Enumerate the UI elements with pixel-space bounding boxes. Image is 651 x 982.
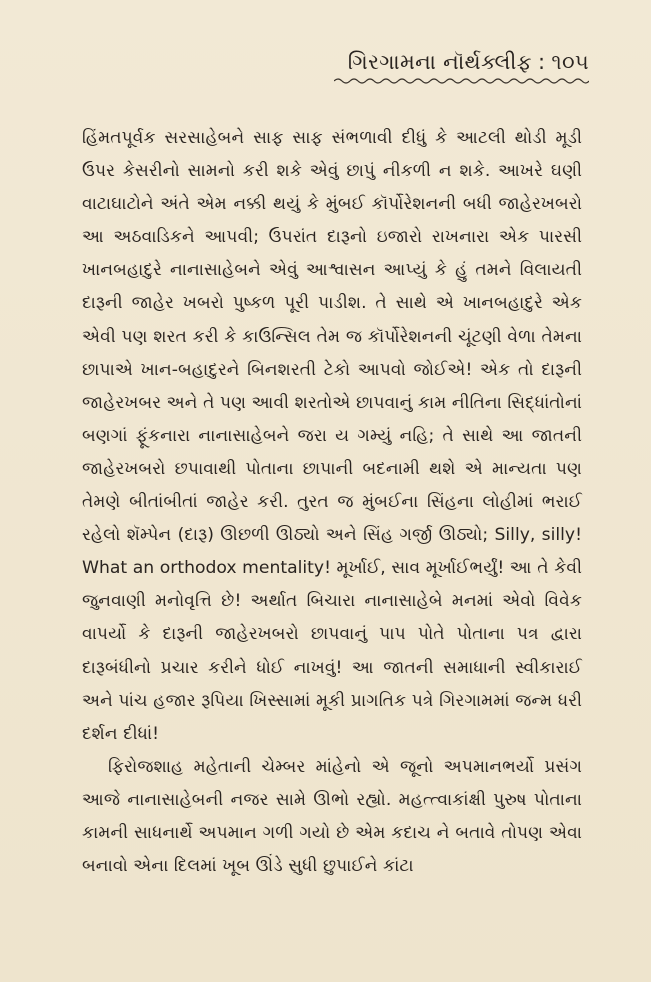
- page-number: ૧૦૫: [551, 50, 589, 74]
- header-separator: :: [537, 50, 546, 74]
- wavy-underline-ornament: [334, 77, 589, 85]
- body-text: [82, 122, 582, 883]
- header-line: [334, 50, 589, 75]
- paragraph-2: ફિરોજશાહ મહેતાની ચેમ્બર માંહેનો એ જૂનો અપમાનભર્યો પ્રસંગ આજે નાનાસાહેબની નજર સામે ઊભો રહ્યો. મહત્ત્વાકાંક્ષી પુરુષ પોતાના કામની સાધનાર્થે અપમાન ગળી ગયો છે એમ કદાચ ને બતાવે તોપણ એવા બનાવો એના દિલમાં ખૂબ ઊંડે સુધી છુપાઈને કાંટા: [82, 756, 582, 877]
- chapter-title: ગિરગામના નૉર્થક્લીફ: [347, 50, 532, 74]
- paragraph-1: હિંમતપૂર્વક સરસાહેબને સાફ સાફ સંભળાવી દીધું કે આટલી થોડી મૂડી ઉપર કેસરીનો સામનો કરી શકે એવું છાપું નીકળી ન શકે. આખરે ઘણી વાટાઘાટોને અંતે એમ નક્કી થયું કે મુંબઈ કૉર્પોરેશનની બધી જાહેરખબરો આ અઠવાડિકને આપવી; ઉપરાંત દારૂનો ઇજારો રાખનારા એક પારસી ખાનબહાદુરે નાનાસાહેબને એવું આશ્વાસન આપ્યું કે હું તમને વિલાયતી દારૂની જાહેર ખબરો પુષ્કળ પૂરી પાડીશ. તે સાથે એ ખાનબહાદુરે એક એવી પણ શરત કરી કે કાઉન્સિલ તેમ જ કૉર્પોરેશનની ચૂંટણી વેળા તેમના છાપાએ ખાન-બહાદુરને બિનશરતી ટેકો આપવો જોઈએ! એક તો દારૂની જાહેરખબર અને તે પણ આવી શરતોએ છાપવાનું કામ નીતિના સિદ્ધાંતોનાં બણગાં ફૂંકનારા નાનાસાહેબને જરા ય ગમ્યું નહિ; તે સાથે આ જાતની જાહેરખબરો છપાવાથી પોતાના છાપાની બદનામી થશે એ માન્યતા પણ તેમણે બીતાંબીતાં જાહેર કરી. તુરત જ મુંબઈના સિંહના લોહીમાં ભરાઈ રહેલો શૅમ્પેન (દારૂ) ઊછળી ઊઠ્યો અને સિંહ ગર્જી ઊઠ્યો; Silly, silly! What an orthodox mentality! મૂર્ખાઈ, સાવ મૂર્ખાઈભર્યું! આ તે કેવી જુનવાણી મનોવૃત્તિ છે! અર્થાત બિચારા નાનાસાહેબે મનમાં એવો વિવેક વાપર્યો કે દારૂની જાહેરખબરો છાપવાનું પાપ પોતે પોતાના પત્ર દ્વારા દારૂબંધીનો પ્રચાર કરીને ધોઈ નાખવું! આ જાતની સમાધાની સ્વીકારાઈ અને પાંચ હજાર રૂપિયા ખિસ્સામાં મૂકી પ્રાગતિક પત્રે ગિરગામમાં જન્મ ધરી દર્શન દીધાં!: [82, 128, 582, 744]
- running-header: [334, 50, 589, 85]
